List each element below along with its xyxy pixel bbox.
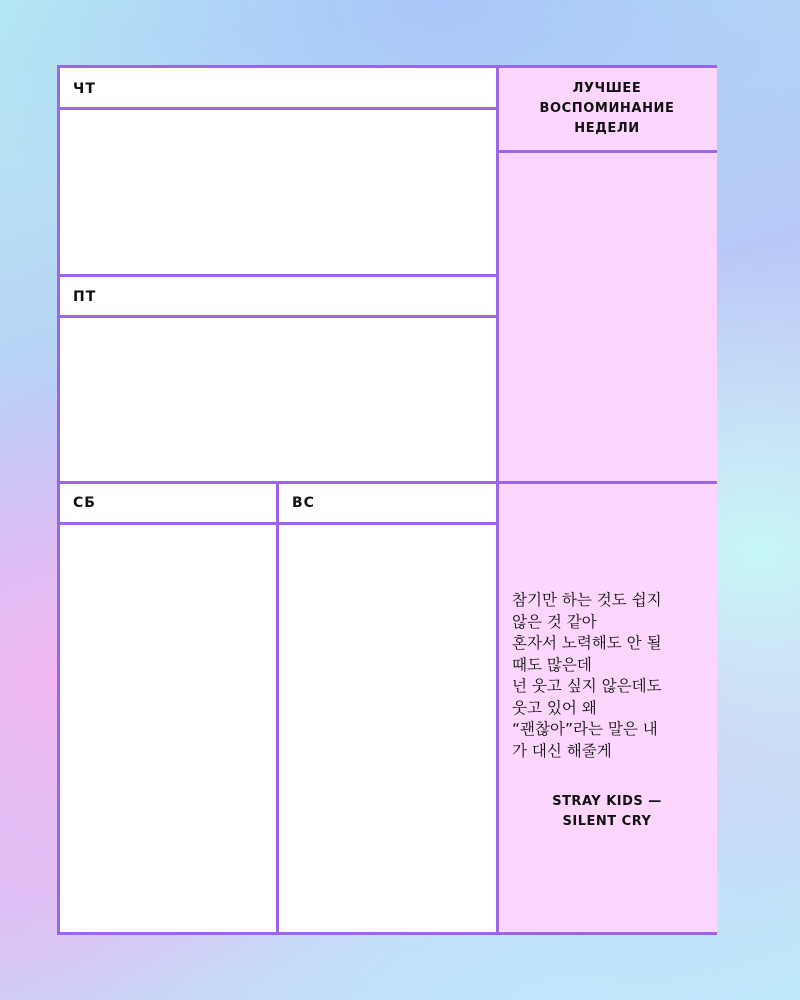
day-label-sunday: ВС: [292, 495, 315, 511]
sunday-notes-area[interactable]: [279, 525, 496, 932]
friday-notes-area[interactable]: [60, 318, 496, 481]
best-memory-title: ЛУЧШЕЕ ВОСПОМИНАНИЕ НЕДЕЛИ: [539, 81, 675, 136]
divider: [60, 481, 717, 484]
quote-lyrics: 참기만 하는 것도 쉽지 않은 것 같아 혼자서 노력해도 안 될 때도 많은데 넌 웃고 싶지 않은데도 웃고 있어 왜 “괜찮아”라는 말은 내 가 대신 해줄게: [512, 591, 662, 760]
day-label-thursday: ЧТ: [73, 81, 96, 97]
saturday-notes-area[interactable]: [60, 525, 276, 932]
weekly-planner: [57, 65, 717, 935]
day-label-saturday: СБ: [73, 495, 96, 511]
quote-credit: STRAY KIDS — SILENT CRY: [552, 794, 662, 829]
day-label-friday: ПТ: [73, 289, 97, 305]
thursday-notes-area[interactable]: [60, 110, 496, 274]
divider: [60, 274, 497, 277]
best-memory-notes-area[interactable]: [499, 153, 717, 481]
